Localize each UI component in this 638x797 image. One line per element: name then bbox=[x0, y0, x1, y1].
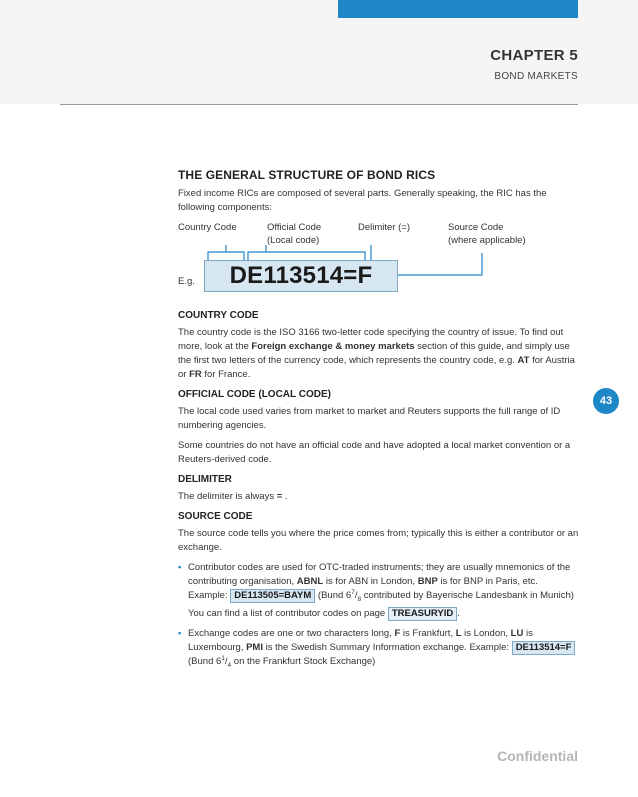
label-source-code: Source Code (where applicable) bbox=[448, 222, 526, 246]
header-divider bbox=[60, 104, 578, 105]
delimiter-paragraph: The delimiter is always = . bbox=[178, 491, 288, 502]
label-official-code: Official Code (Local code) bbox=[267, 222, 322, 246]
label-country-code: Country Code bbox=[178, 222, 237, 233]
official-bracket bbox=[248, 252, 365, 260]
ric-structure-diagram bbox=[178, 221, 580, 303]
bullet-icon: • bbox=[178, 562, 182, 573]
intro-paragraph: Fixed income RICs are composed of several parts. Generally speaking, the RIC has the following components: bbox=[178, 188, 547, 213]
official-code-paragraph-1: The local code used varies from market to market and Reuters supports the full range of ID numbering agencies. bbox=[178, 406, 561, 431]
source-code-list bbox=[178, 561, 580, 669]
footer-confidential: Confidential bbox=[497, 748, 578, 764]
example-code-baym: DE113505=BAYM bbox=[230, 589, 315, 603]
heading-country-code: COUNTRY CODE bbox=[178, 310, 259, 321]
header-tab bbox=[338, 0, 578, 18]
list-item-exchange: • Exchange codes are one or two characters long, F is Frankfurt, L is London, LU is Luxembourg, PMI is the Swedish Summary Information exchange. Example: DE113514=F (Bund $6^1/_4$ on the Frankfurt Stock Exchange) bbox=[178, 627, 580, 669]
country-bracket bbox=[208, 252, 244, 260]
example-code-f: DE113514=F bbox=[512, 641, 576, 655]
link-fx-money-markets: Foreign exchange & money markets bbox=[251, 341, 415, 352]
country-code-paragraph: The country code is the ISO 3166 two-letter code specifying the country of issue. To find out more, look at the Foreign exchange & money markets section of this guide, and simply use the first two letters of the currency code, which represents the country code, e.g. AT for Austria or FR for France. bbox=[178, 327, 575, 380]
label-delimiter: Delimiter (=) bbox=[358, 222, 410, 233]
source-code-paragraph: The source code tells you where the price comes from; typically this is either a contributor or an exchange. bbox=[178, 528, 579, 553]
treasuryid-page-link[interactable]: TREASURYID bbox=[388, 607, 457, 621]
chapter-title: CHAPTER 5 bbox=[490, 47, 578, 64]
official-code-paragraph-2: Some countries do not have an official code and have adopted a local market convention or a Reuters-derived code. bbox=[178, 440, 571, 465]
bullet-icon: • bbox=[178, 628, 182, 639]
chapter-subtitle: BOND MARKETS bbox=[494, 71, 578, 82]
example-ric-code: DE113514=F bbox=[204, 260, 398, 292]
list-item-contributor: • Contributor codes are used for OTC-traded instruments; they are usually mnemonics of the contributing organisation, ABNL is for ABN in London, BNP is for BNP in Paris, etc. Example: DE113505=BAYM (Bund $6^7/_8$ contributed by Bayerische Landesbank in Munich) You can find a list of contributor codes on page TREASURYID . bbox=[178, 562, 574, 619]
eg-label: E.g. bbox=[178, 276, 195, 287]
heading-delimiter: DELIMITER bbox=[178, 474, 232, 485]
page-number-badge: 43 bbox=[593, 388, 619, 414]
source-pointer bbox=[392, 253, 482, 275]
section-title: THE GENERAL STRUCTURE OF BOND RICS bbox=[178, 168, 436, 182]
main-content bbox=[178, 168, 580, 675]
heading-source-code: SOURCE CODE bbox=[178, 511, 253, 522]
heading-official-code: OFFICIAL CODE (LOCAL CODE) bbox=[178, 389, 331, 400]
